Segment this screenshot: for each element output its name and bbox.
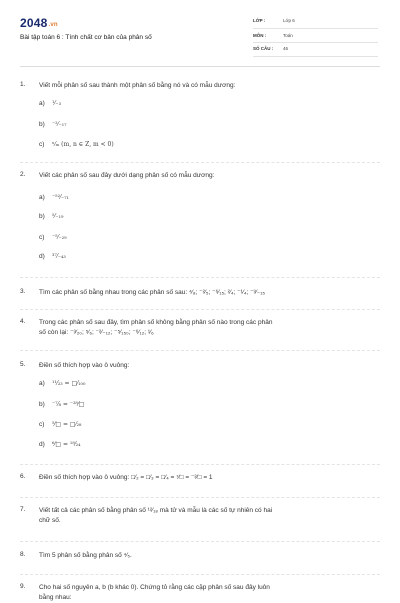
class-label: LỚP : (253, 18, 266, 23)
question-text (39, 288, 379, 298)
item-label: d) (39, 441, 45, 448)
question-number: 9. (20, 583, 26, 590)
item-label: c) (39, 234, 45, 241)
question-number: 6. (20, 473, 26, 480)
question-count-label: SỐ CÂU : (253, 46, 274, 51)
question-text-line: Tìm các phân số bằng nhau trong các phân số sau: ⁴⁄₈; ⁻²⁄₅; ⁻⁶⁄₁₅; ²⁄₄; ⁻¹⁄₄; ⁻³⁄₋₁₅ (39, 289, 266, 296)
question-2-item (39, 213, 63, 220)
question-5-item (39, 441, 81, 448)
question-text-line: số còn lại: ⁻³⁄₂₀; ⁵⁄₆; ⁻²⁄₋₁₂; ⁻⁵⁄₁₅₀; ⁻⁶⁄₁₂; ¹⁄₆ (39, 329, 154, 336)
question-text (39, 506, 379, 526)
item-expression: ⁵⁄□ = □⁄₂₈ (52, 421, 82, 428)
question-text-line: Điền số thích hợp vào ô vuông: (39, 362, 130, 369)
question-2-item (39, 253, 66, 260)
item-label: b) (39, 401, 45, 408)
question-text (39, 318, 379, 338)
question-text (39, 583, 379, 603)
logo-suffix: .vn (48, 22, 58, 28)
item-label: c) (39, 141, 45, 148)
class-value: Lớp 6 (283, 18, 295, 23)
question-text-line: Trong các phân số sau đây, tìm phân số không bằng phân số nào trong các phân (39, 319, 273, 326)
item-label: b) (39, 213, 45, 220)
logo-main: 2048 (20, 16, 48, 30)
item-expression: ³⁷⁄₋₄₃ (52, 253, 66, 260)
question-text-line: chữ số. (39, 517, 61, 524)
item-expression: ¹⁄₋₃ (52, 100, 61, 107)
question-divider (20, 350, 380, 351)
question-number: 8. (20, 551, 26, 558)
item-label: a) (39, 194, 45, 201)
item-label: b) (39, 121, 45, 128)
question-5-item (39, 401, 84, 408)
question-text (39, 361, 379, 371)
item-label: c) (39, 421, 45, 428)
question-number: 3. (20, 288, 26, 295)
subject-value: Toán (283, 33, 293, 38)
page-title: Bài tập toán 6 : Tính chất cơ bản của phân số (20, 34, 152, 41)
item-label: d) (39, 253, 45, 260)
question-text-line: Viết tất cả các phân số bằng phân số ¹²⁄₁₈ mà tử và mẫu là các số tự nhiên có hai (39, 507, 273, 514)
subject-label: MÔN : (253, 33, 267, 38)
question-divider (20, 277, 380, 278)
meta-divider (253, 28, 378, 29)
worksheet-header (0, 0, 400, 72)
item-expression: ¹¹⁄₂₃ = □⁄₁₀₀ (52, 380, 86, 387)
question-text-line: Điền số thích hợp vào ô vuông: □⁄₂ = □⁄₃ = □⁄₄ = ⁷⁄□ = ⁻²⁄□ = 1 (39, 474, 213, 481)
meta-divider (253, 42, 378, 43)
question-number: 1. (20, 81, 26, 88)
question-5-item (39, 421, 81, 428)
question-text (39, 551, 379, 561)
question-text-line: Viết mỗi phân số sau thành một phân số bằng nó và có mẫu dương: (39, 82, 236, 89)
item-expression: ⁶⁄□ = ¹⁸⁄₂₄ (52, 441, 81, 448)
question-5-item (39, 380, 85, 387)
question-text-line: bằng nhau: (39, 594, 72, 601)
question-text-line: Tìm 5 phân số bằng phân số ⁴⁄₅. (39, 552, 132, 559)
question-number: 7. (20, 506, 26, 513)
question-divider (20, 464, 380, 465)
question-divider (20, 497, 380, 498)
question-number: 5. (20, 361, 26, 368)
question-text (39, 473, 379, 483)
item-expression: ⁻⁵²⁄₋₇₁ (52, 194, 69, 201)
question-2-item (39, 234, 67, 241)
question-count-value: 46 (283, 46, 289, 51)
item-expression: ⁿ⁄ₘ (m, n ∈ Z, m < 0) (52, 141, 114, 148)
question-divider (20, 162, 380, 163)
question-text (39, 171, 379, 181)
question-number: 4. (20, 318, 26, 325)
item-expression: ⁻⁵⁄₋₂₉ (52, 234, 67, 241)
question-2-item (39, 194, 69, 201)
header-divider (20, 66, 380, 67)
item-label: a) (39, 100, 45, 107)
question-text-line: Cho hai số nguyên a, b (b khác 0). Chứng tỏ rằng các cặp phân số sau đây luôn (39, 584, 270, 591)
meta-divider (253, 56, 378, 57)
question-divider (20, 541, 380, 542)
question-text-line: Viết các phân số sau đây dưới dạng phân số có mẫu dương: (39, 172, 215, 179)
question-1-item (39, 141, 114, 148)
question-divider (20, 309, 380, 310)
question-number: 2. (20, 171, 26, 178)
question-text (39, 81, 379, 91)
item-expression: ⁻²⁄₋₁₇ (52, 121, 67, 128)
question-1-item (39, 100, 61, 107)
question-1-item (39, 121, 67, 128)
item-expression: ⁻⁷⁄₈ = ⁻²⁸⁄□ (52, 401, 85, 408)
question-divider (20, 574, 380, 575)
item-expression: ⁵⁄₋₁₉ (52, 213, 64, 220)
item-label: a) (39, 380, 45, 387)
site-logo[interactable] (20, 16, 58, 30)
